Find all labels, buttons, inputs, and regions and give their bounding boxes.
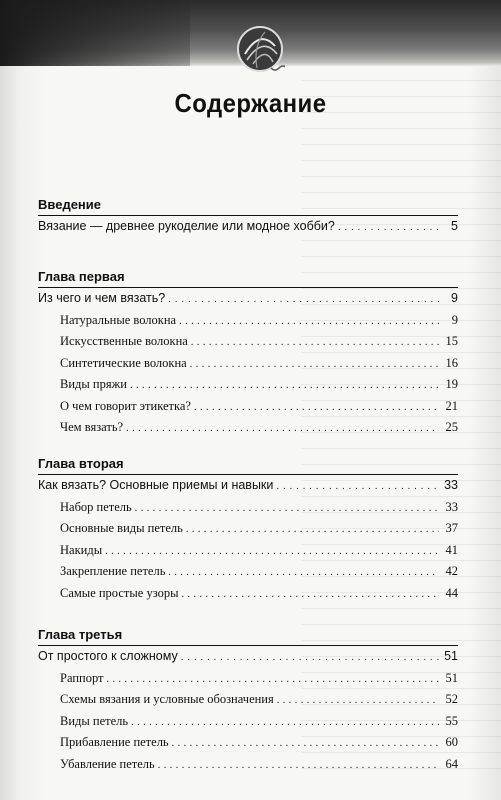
toc-entry-label: Накиды <box>60 542 103 557</box>
toc-entry <box>38 475 458 497</box>
dot-leader <box>194 396 439 419</box>
toc-entry-label: От простого к сложному <box>38 649 178 663</box>
toc-entry <box>38 732 458 754</box>
dot-leader <box>126 417 439 440</box>
toc-entry-page: 44 <box>445 585 458 600</box>
toc-entry <box>38 216 458 238</box>
toc-entry-label: О чем говорит этикетка? <box>60 398 191 413</box>
toc-entry-page: 9 <box>451 291 458 305</box>
dot-leader <box>186 518 439 541</box>
dot-leader <box>168 561 439 584</box>
toc-section <box>38 196 458 238</box>
dot-leader <box>158 754 439 777</box>
section-heading: Глава третья <box>38 627 123 642</box>
toc-entry-page: 9 <box>451 312 458 327</box>
dot-leader <box>181 646 439 669</box>
dot-leader <box>338 216 439 239</box>
toc-entry-page: 33 <box>445 499 458 514</box>
toc-section <box>38 626 458 775</box>
toc-section <box>38 268 458 439</box>
dot-leader <box>135 497 439 520</box>
toc-entry-label: Раппорт <box>60 670 104 685</box>
toc-entry <box>38 561 458 583</box>
toc-entry-label: Прибавление петель <box>60 735 169 749</box>
toc-entry <box>38 310 458 332</box>
toc-section <box>38 455 458 604</box>
toc-entry <box>38 417 458 439</box>
toc-entry-page: 21 <box>445 398 458 413</box>
dot-leader <box>190 353 439 376</box>
toc-entry <box>38 711 458 733</box>
dot-leader <box>172 732 439 755</box>
section-heading: Введение <box>38 197 101 212</box>
toc-entry-page: 15 <box>445 334 458 348</box>
toc-entry-label: Убавление петель <box>60 756 155 771</box>
toc-entry-page: 16 <box>445 355 458 370</box>
toc-entry-label: Виды пряжи <box>60 377 127 391</box>
dot-leader <box>105 540 439 563</box>
toc-entry-label: Натуральные волокна <box>60 312 177 327</box>
toc-entry <box>38 518 458 540</box>
toc-entry-label: Искусственные волокна <box>60 334 188 348</box>
toc-entry-label: Виды петель <box>60 713 129 728</box>
toc-entry <box>38 668 458 690</box>
toc-entry-label: Как вязать? Основные приемы и навыки <box>38 478 274 492</box>
toc-entry-page: 25 <box>445 420 458 434</box>
toc-entry-page: 51 <box>445 670 458 685</box>
dot-leader <box>277 689 439 712</box>
toc-entry <box>38 646 458 668</box>
toc-entry-page: 42 <box>445 564 458 578</box>
toc-entry-page: 55 <box>445 713 458 728</box>
toc-entry <box>38 583 458 605</box>
section-heading: Глава вторая <box>38 456 124 471</box>
yarn-ball-emblem-icon <box>235 24 285 74</box>
toc-entry-page: 5 <box>451 219 458 233</box>
toc-entry-label: Вязание — древнее рукоделие или модное хобби? <box>38 219 335 233</box>
toc-entry-label: Основные виды петель <box>60 521 183 535</box>
toc-entry <box>38 288 458 310</box>
toc-entry <box>38 331 458 353</box>
toc-entry <box>38 754 458 776</box>
toc-entry <box>38 374 458 396</box>
dot-leader <box>191 331 439 354</box>
toc-entry-label: Схемы вязания и условные обозначения <box>60 692 274 706</box>
toc-entry <box>38 353 458 375</box>
toc-entry-page: 52 <box>445 692 458 706</box>
toc-entry-page: 37 <box>445 521 458 535</box>
toc-entry-page: 60 <box>445 735 458 749</box>
dot-leader <box>276 475 439 498</box>
dot-leader <box>107 668 439 691</box>
dot-leader <box>130 374 439 397</box>
toc-entry-label: Набор петель <box>60 499 132 514</box>
toc-entry-label: Из чего и чем вязать? <box>38 291 166 305</box>
toc-entry <box>38 396 458 418</box>
toc-entry-page: 41 <box>445 542 458 557</box>
toc-entry-page: 64 <box>445 756 458 771</box>
dot-leader <box>168 288 439 311</box>
toc-entry-label: Синтетические волокна <box>60 355 187 370</box>
toc-entry-label: Самые простые узоры <box>60 585 179 600</box>
toc-entry <box>38 689 458 711</box>
toc-entry-page: 33 <box>444 478 458 492</box>
dot-leader <box>179 310 439 333</box>
header-shadow <box>0 0 190 66</box>
page-title: Содержание <box>174 88 327 118</box>
toc-entry-page: 51 <box>444 649 458 663</box>
dot-leader <box>181 583 439 606</box>
toc-entry-page: 19 <box>445 377 458 391</box>
dot-leader <box>131 711 439 734</box>
toc-entry-label: Чем вязать? <box>60 420 124 434</box>
toc-entry <box>38 540 458 562</box>
toc-entry-label: Закрепление петель <box>60 564 166 578</box>
toc-entry <box>38 497 458 519</box>
section-heading: Глава первая <box>38 269 125 284</box>
